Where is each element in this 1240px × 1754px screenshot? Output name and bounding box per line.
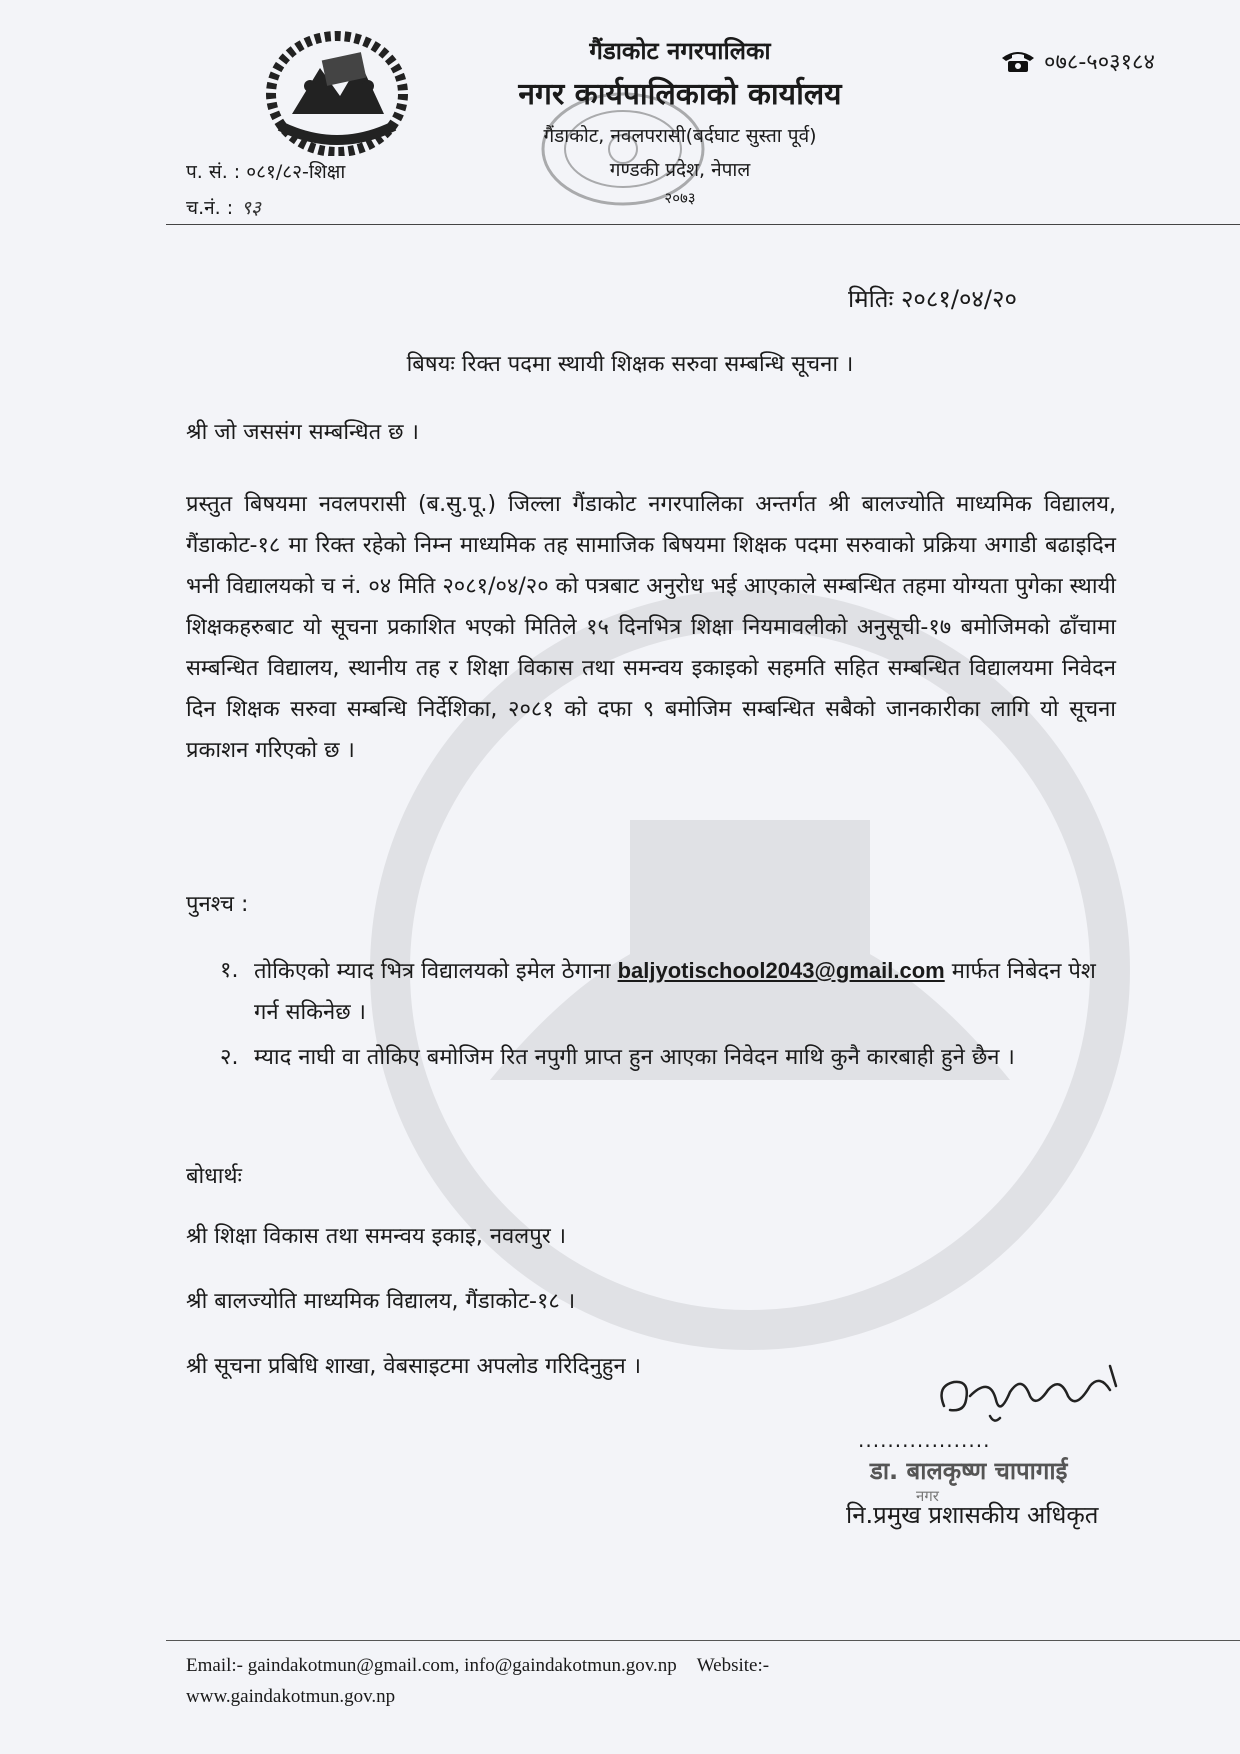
office-address-line1: गैंडाकोट, नवलपरासी(बर्दघाट सुस्ता पूर्व): [543, 125, 817, 147]
list-item: [220, 950, 1116, 1033]
dispatch-value: ९३: [241, 197, 261, 219]
note-number: १.: [220, 958, 239, 983]
dispatch-label: च.नं. :: [186, 197, 234, 219]
office-name: नगर कार्यपालिकाको कार्यालय: [518, 77, 842, 112]
cc-heading: बोधार्थः: [186, 1164, 242, 1189]
municipality-name: गैंडाकोट नगरपालिका: [589, 37, 771, 65]
letter-salutation: श्री जो जससंग सम्बन्धित छ ।: [186, 420, 419, 445]
office-address-line2: गण्डकी प्रदेश, नेपाल: [609, 159, 751, 181]
letter-date: मितिः २०८१/०४/२०: [848, 285, 1017, 313]
cc-list: [186, 1220, 641, 1415]
footer-website[interactable]: www.gaindakotmun.gov.np: [186, 1686, 396, 1707]
letter-body: प्रस्तुत बिषयमा नवलपरासी (ब.सु.पू.) जिल्ला गैंडाकोट नगरपालिका अन्तर्गत श्री बालज्योति माध्यमिक विद्यालय, गैंडाकोट-१८ मा रिक्त रहेको निम्न माध्यमिक तह सामाजिक बिषयमा शिक्षक पदमा सरुवाको प्रक्रिया अगाडी बढाइदिन भनी विद्यालयको च नं. ०४ मिति २०८१/०४/२० को पत्रबाट अनुरोध भई आएकाले सम्बन्धित तहमा योग्यता पुगेका स्थायी शिक्षकहरुबाट यो सूचना प्रकाशित भएको मितिले १५ दिनभित्र शिक्षा नियमावलीको अनुसूची-१७ बमोजिमको ढाँचामा सम्बन्धित विद्यालय, स्थानीय तह र शिक्षा विकास तथा समन्वय इकाइको सहमति सहित सम्बन्धित विद्यालयमा निवेदन दिन शिक्षक सरुवा सम्बन्धि निर्देशिका, २०८१ को दफा ९ बमोजिम सम्बन्धित सबैको जानकारीका लागि यो सूचना प्रकाशन गरिएको छ ।: [186, 492, 1116, 763]
dispatch-number: [186, 194, 261, 220]
list-item: [220, 1037, 1116, 1078]
footer: [186, 1650, 906, 1712]
header-divider: [166, 224, 1240, 225]
school-email-link[interactable]: baljyotischool2043@gmail.com: [617, 958, 945, 983]
list-item: श्री शिक्षा विकास तथा समन्वय इकाइ, नवलपुर ।: [186, 1224, 567, 1249]
postscript-heading: पुनश्च :: [186, 892, 249, 917]
footer-divider: [166, 1640, 1240, 1641]
list-item: श्री बालज्योति माध्यमिक विद्यालय, गैंडाकोट-१८ ।: [186, 1289, 576, 1314]
nepal-emblem-icon: [262, 26, 412, 156]
note-number: २.: [220, 1045, 239, 1070]
telephone-icon: [1000, 48, 1036, 74]
established-year: २०७३: [664, 189, 696, 207]
footer-website-label: Website:-: [696, 1655, 770, 1676]
signature-icon: [930, 1356, 1130, 1428]
note-text: म्याद नाघी वा तोकिए बमोजिम रित नपुगी प्राप्त हुन आएका निवेदन माथि कुनै कारबाही हुने छैन ।: [254, 1045, 1015, 1070]
footer-email[interactable]: Email:- gaindakotmun@gmail.com, info@gaindakotmun.gov.np: [186, 1655, 677, 1676]
signature-line: ..................: [858, 1428, 991, 1452]
signatory-role: नि.प्रमुख प्रशासकीय अधिकृत: [846, 1501, 1099, 1529]
phone-number-text: ०७८-५०३१८४: [1044, 50, 1155, 75]
note-text: [254, 950, 1116, 1033]
signatory-stamp-text: नगर: [916, 1487, 939, 1505]
phone-number: [1000, 46, 1155, 76]
signatory-name: डा. बालकृष्ण चापागाई: [870, 1457, 1068, 1485]
reference-number: प. सं. : ०८१/८२-शिक्षा: [186, 161, 346, 183]
letter-subject: बिषयः रिक्त पदमा स्थायी शिक्षक सरुवा सम्बन्धि सूचना ।: [406, 352, 854, 377]
postscript-notes: [220, 950, 1116, 1082]
list-item: श्री सूचना प्रबिधि शाखा, वेबसाइटमा अपलोड गरिदिनुहुन ।: [186, 1354, 642, 1379]
note-text-before: तोकिएको म्याद भित्र विद्यालयको इमेल ठेगाना: [254, 959, 611, 984]
note-text-after: मार्फत निबेदन पेश गर्न सकिनेछ ।: [254, 959, 1096, 1025]
